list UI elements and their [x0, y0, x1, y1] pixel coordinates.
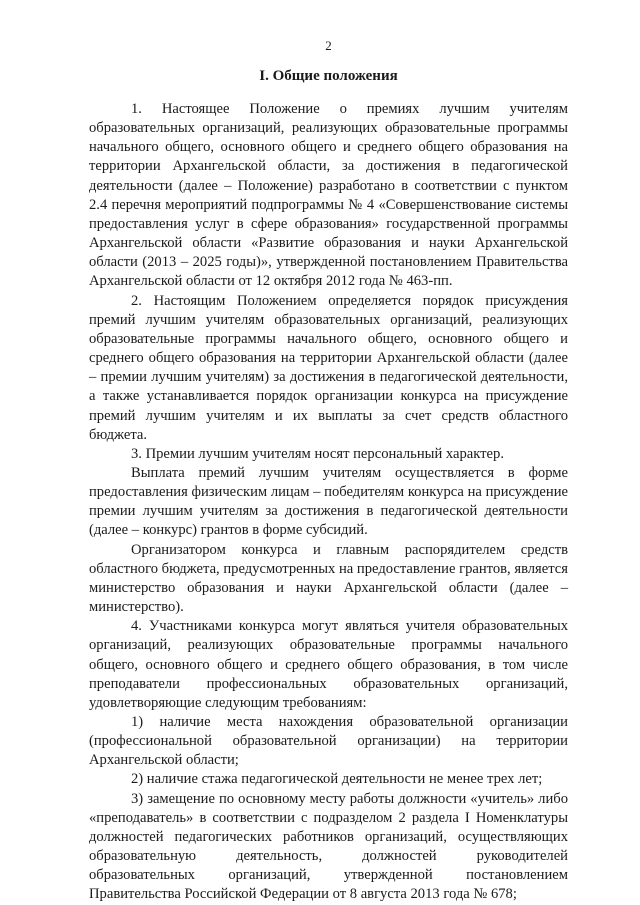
paragraph-3-payment: Выплата премий лучшим учителям осуществляется в форме предоставления физическим лицам – победителям конкурса на присуждение премии лучшим учителям за достижения в педагогической деятельности (далее – конкурс) грантов в форме субсидий.	[89, 464, 568, 539]
paragraph-4: 4. Участниками конкурса могут являться учителя образовательных организаций, реализующих образовательные программы начального общего, основного общего и среднего общего образования, в том числе преподаватели профессиональных образовательных организаций, удовлетворяющие следующим требованиям:	[89, 618, 568, 711]
paragraph-1: 1. Настоящее Положение о премиях лучшим учителям образовательных организаций, реализующих образовательные программы начального общего, основного общего и среднего общего образования на территории Архангельской области, за достижения в педагогической деятельности (далее – Положение) разработано в соответствии с пунктом 2.4 перечня мероприятий подпрограммы № 4 «Совершенствование системы предоставления услуг в сфере образования» государственной программы Архангельской области «Развитие образования и науки Архангельской области (2013 – 2025 годы)», утвержденной постановлением Правительства Архангельской области от 12 октября 2012 года № 463-пп.	[89, 101, 568, 290]
requirement-2: 2) наличие стажа педагогической деятельности не менее трех лет;	[131, 771, 543, 788]
requirement-1: 1) наличие места нахождения образовательной организации (профессиональной образовательной организации) на территории Архангельской области;	[89, 714, 568, 769]
section-heading: I. Общие положения	[259, 68, 398, 84]
paragraph-3-organizer: Организатором конкурса и главным распорядителем средств областного бюджета, предусмотренных на предоставление грантов, является министерство образования и науки Архангельской области (далее – министерство).	[89, 541, 568, 616]
requirement-3: 3) замещение по основному месту работы должности «учитель» либо «преподаватель» в соответствии с подразделом 2 раздела I Номенклатуры должностей педагогических работников организаций, осуществляющих образовательную деятельность, должностей руководителей образовательных организаций, утвержденной постановлением Правительства Российской Федерации от 8 августа 2013 года № 678;	[89, 790, 568, 903]
paragraph-2: 2. Настоящим Положением определяется порядок присуждения премий лучшим учителям образовательных организаций, реализующих образовательные программы начального общего, основного общего и среднего общего образования на территории Архангельской области (далее – премии лучшим учителям) за достижения в педагогической деятельности, а также устанавливается порядок организации конкурса на присуждение премий лучшим учителям и их выплаты за счет средств областного бюджета.	[89, 292, 568, 443]
document-body	[89, 100, 568, 905]
page-number: 2	[325, 38, 332, 53]
paragraph-3: 3. Премии лучшим учителям носят персональный характер.	[131, 445, 504, 462]
